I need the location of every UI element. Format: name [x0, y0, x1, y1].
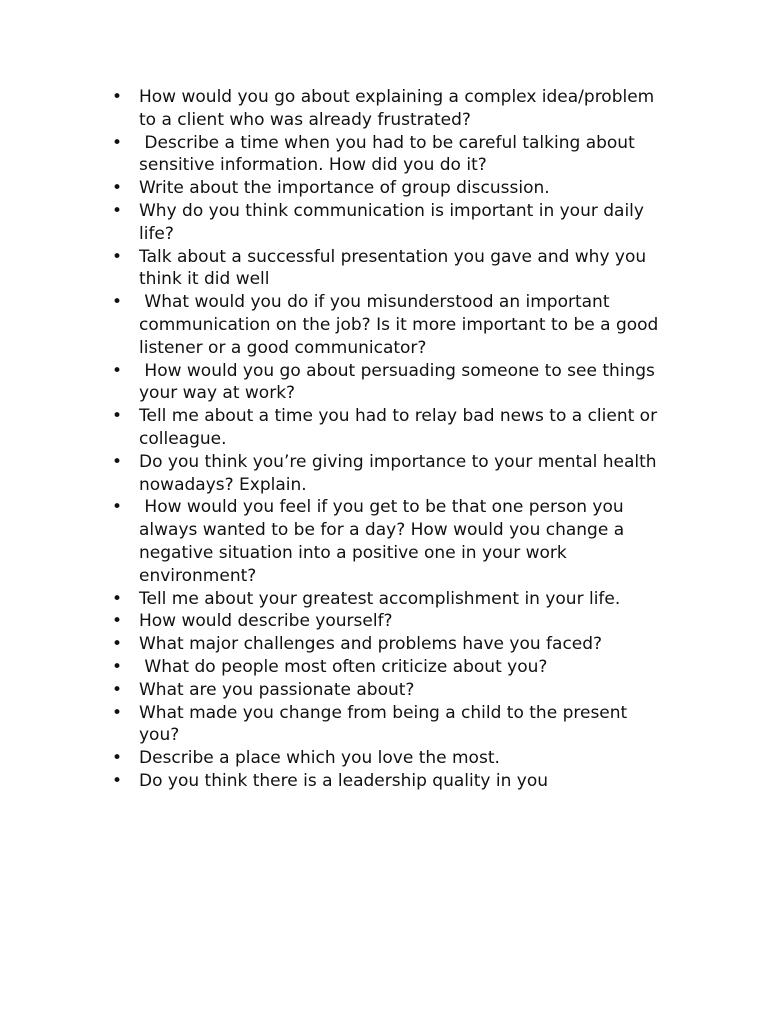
bullet-icon: •: [112, 748, 123, 769]
question-text: Tell me about your greatest accomplishment in your life.: [139, 588, 621, 609]
question-text: How would describe yourself?: [139, 611, 393, 632]
bullet-icon: •: [112, 292, 123, 313]
list-item: [112, 405, 672, 451]
bullet-icon: •: [112, 360, 123, 381]
bullet-icon: •: [112, 588, 123, 609]
bullet-icon: •: [112, 132, 123, 153]
list-item: [112, 246, 672, 292]
question-text: What would you do if you misunderstood an important communication on the job? Is it more important to be a good listener or a good communicator?: [139, 292, 664, 358]
bullet-icon: •: [112, 497, 123, 518]
list-item: [112, 496, 672, 587]
bullet-icon: •: [112, 406, 123, 427]
question-text: Describe a place which you love the most.: [139, 748, 500, 769]
list-item: [112, 747, 672, 770]
question-text: What are you passionate about?: [139, 679, 415, 700]
bullet-icon: •: [112, 200, 123, 221]
list-item: [112, 656, 672, 679]
question-text: Describe a time when you had to be careful talking about sensitive information. How did you do it?: [139, 132, 641, 176]
bullet-icon: •: [112, 87, 123, 107]
bullet-icon: •: [112, 451, 123, 472]
bullet-icon: •: [112, 178, 123, 199]
list-item: [112, 610, 672, 633]
list-item: [112, 702, 672, 748]
question-text: How would you go about persuading someone to see things your way at work?: [139, 360, 661, 404]
list-item: [112, 291, 672, 359]
question-text: Talk about a successful presentation you gave and why you think it did well: [139, 246, 652, 290]
question-text: Write about the importance of group discussion.: [139, 178, 550, 199]
question-text: What made you change from being a child to the present you?: [139, 702, 633, 746]
list-item: [112, 451, 672, 497]
list-item: [112, 86, 672, 132]
bullet-icon: •: [112, 770, 123, 791]
bullet-icon: •: [112, 656, 123, 677]
question-text: How would you feel if you get to be that one person you always wanted to be for a day? How would you change a negative situation into a positive one in your work environment?: [139, 497, 630, 586]
list-item: [112, 132, 672, 178]
question-text: What major challenges and problems have you faced?: [139, 634, 603, 655]
list-item: [112, 770, 672, 793]
question-text: Do you think there is a leadership quality in you: [139, 770, 548, 791]
list-item: [112, 360, 672, 406]
question-text: Tell me about a time you had to relay bad news to a client or colleague.: [139, 406, 663, 449]
list-item: [112, 200, 672, 246]
list-item: [112, 588, 672, 611]
question-text: How would you go about explaining a complex idea/problem to a client who was already frustrated?: [139, 87, 660, 130]
question-text: What do people most often criticize about you?: [139, 656, 548, 677]
bullet-icon: •: [112, 679, 123, 700]
question-text: Why do you think communication is important in your daily life?: [139, 200, 650, 244]
bullet-icon: •: [112, 246, 123, 267]
bullet-icon: •: [112, 702, 123, 723]
list-item: [112, 679, 672, 702]
list-item: [112, 633, 672, 656]
bullet-icon: •: [112, 611, 123, 632]
question-text: Do you think you’re giving importance to your mental health nowadays? Explain.: [139, 451, 662, 495]
question-list: [112, 86, 672, 793]
bullet-icon: •: [112, 634, 123, 655]
list-item: [112, 177, 672, 200]
